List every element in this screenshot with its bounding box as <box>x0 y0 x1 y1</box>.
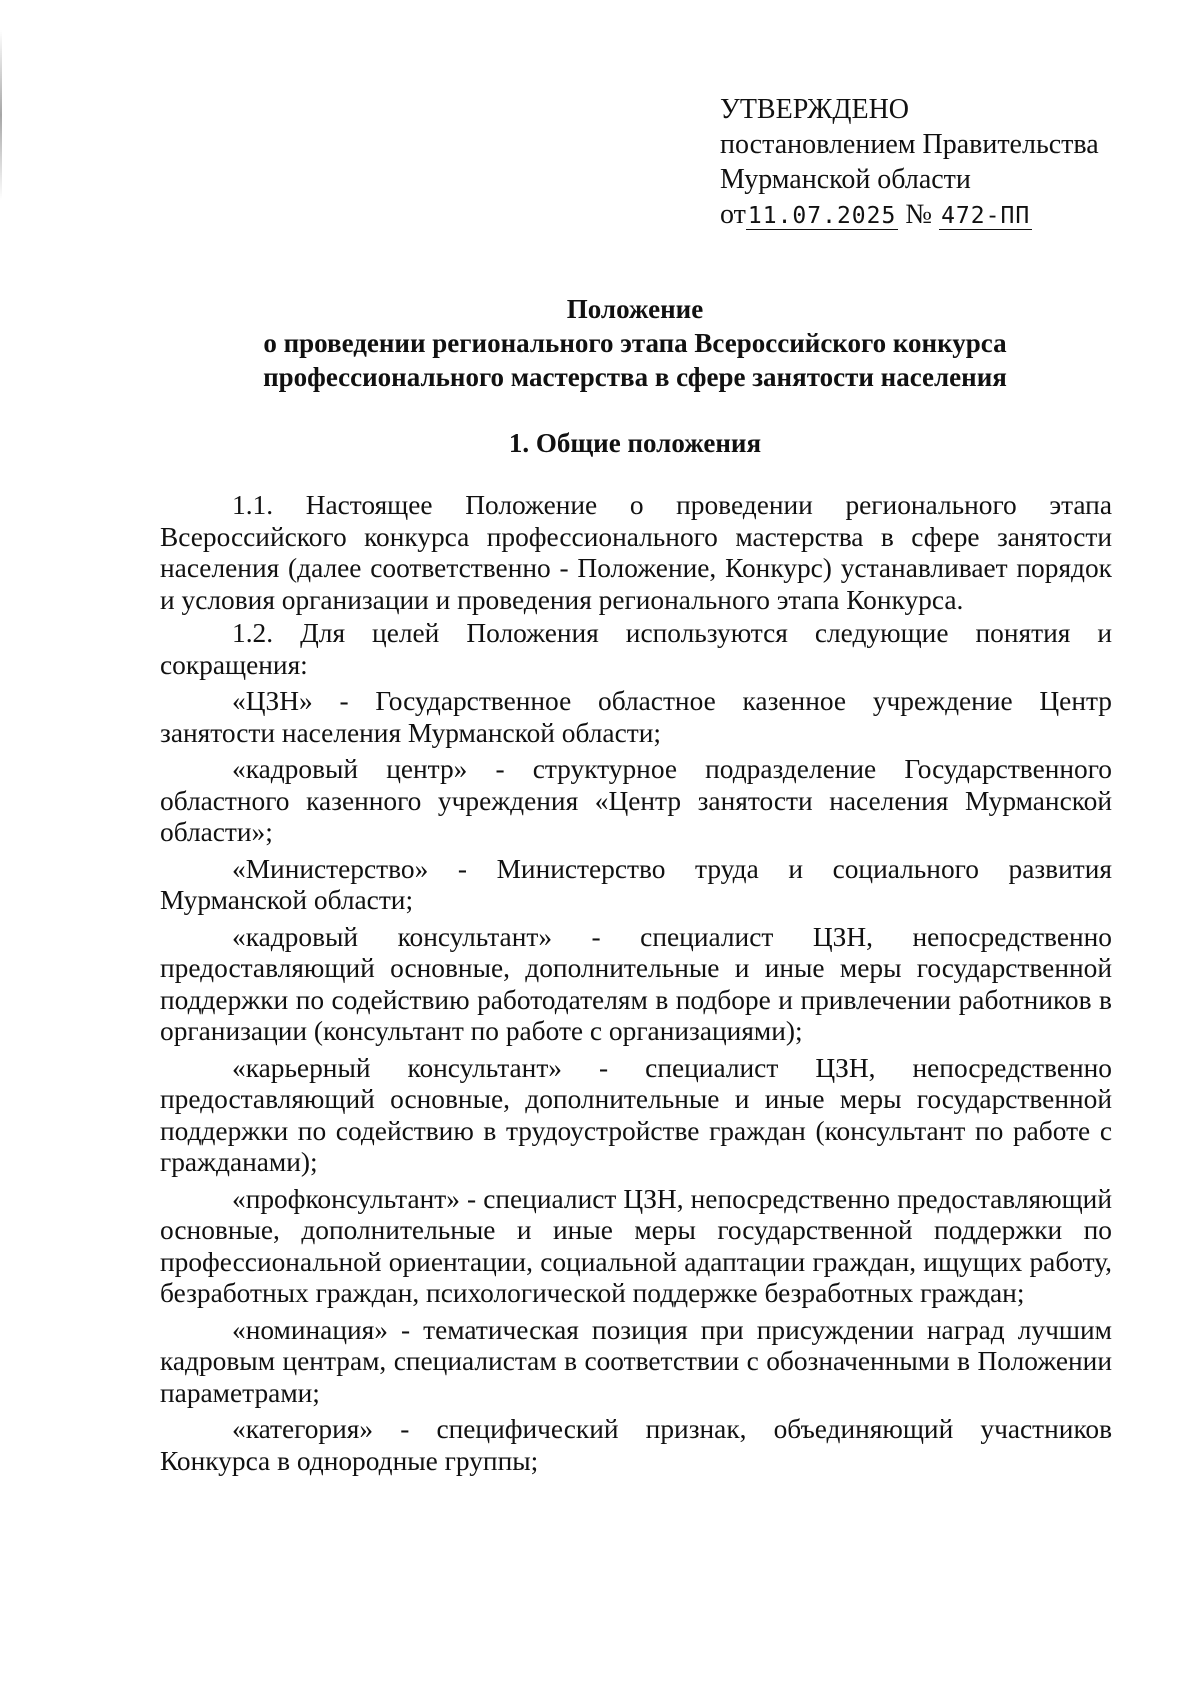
title-line-2: о проведении регионального этапа Всероссийского конкурса <box>263 328 1007 358</box>
definition-hr-center: «кадровый центр» - структурное подразделение Государственного областного казенного учреждения «Центр занятости населения Мурманской области»; <box>160 754 1112 847</box>
approval-date-line <box>720 197 1160 234</box>
approval-line-2: Мурманской области <box>720 164 971 195</box>
definition-hr-consultant: «кадровый консультант» - специалист ЦЗН, непосредственно предоставляющий основные, дополнительные и иные меры государственной поддержки по содействию работодателям в подборе и привлечении работников в организации (консультант по работе с организациями); <box>160 921 1112 1046</box>
scan-edge-mark <box>0 30 2 200</box>
definition-ministry: «Министерство» - Министерство труда и социального развития Мурманской области; <box>160 853 1112 915</box>
date-prefix: от <box>720 199 746 230</box>
approval-number: 472-ПП <box>941 203 1031 229</box>
definition-czn: «ЦЗН» - Государственное областное казенное учреждение Центр занятости населения Мурманской области; <box>160 686 1112 748</box>
title-line-1: Положение <box>566 294 704 324</box>
definition-career-consultant: «карьерный консультант» - специалист ЦЗН, непосредственно предоставляющий основные, дополнительные и иные меры государственной поддержки по содействию в трудоустройстве граждан (консультант по работе с гражданами); <box>160 1052 1112 1177</box>
definition-category: «категория» - специфический признак, объединяющий участников Конкурса в однородные группы; <box>160 1414 1112 1476</box>
definition-nomination: «номинация» - тематическая позиция при присуждении наград лучшим кадровым центрам, специалистам в соответствии с обозначенными в Положении параметрами; <box>160 1314 1112 1408</box>
number-sign: № <box>905 199 933 230</box>
section-heading: 1. Общие положения <box>508 428 762 458</box>
title-line-3: профессионального мастерства в сфере занятости населения <box>263 362 1007 392</box>
document-body <box>160 490 1112 1479</box>
definition-prof-consultant: «профконсультант» - специалист ЦЗН, непосредственно предоставляющий основные, дополнительные и иные меры государственной поддержки по профессиональной ориентации, социальной адаптации граждан, ищущих работу, безработных граждан, психологической поддержке безработных граждан; <box>160 1183 1112 1308</box>
document-title <box>160 292 1110 394</box>
approval-line-1: постановлением Правительства <box>720 129 1099 160</box>
paragraph-1-2: 1.2. Для целей Положения используются следующие понятия и сокращения: <box>160 618 1112 680</box>
approval-date: 11.07.2025 <box>747 203 897 229</box>
paragraph-1-1: 1.1. Настоящее Положение о проведении регионального этапа Всероссийского конкурса профессионального мастерства в сфере занятости населения (далее соответственно - Положение, Конкурс) устанавливает порядок и условия организации и проведения регионального этапа Конкурса. <box>160 490 1112 615</box>
approval-heading: УТВЕРЖДЕНО <box>720 94 910 125</box>
approval-stamp-block <box>720 92 1160 234</box>
